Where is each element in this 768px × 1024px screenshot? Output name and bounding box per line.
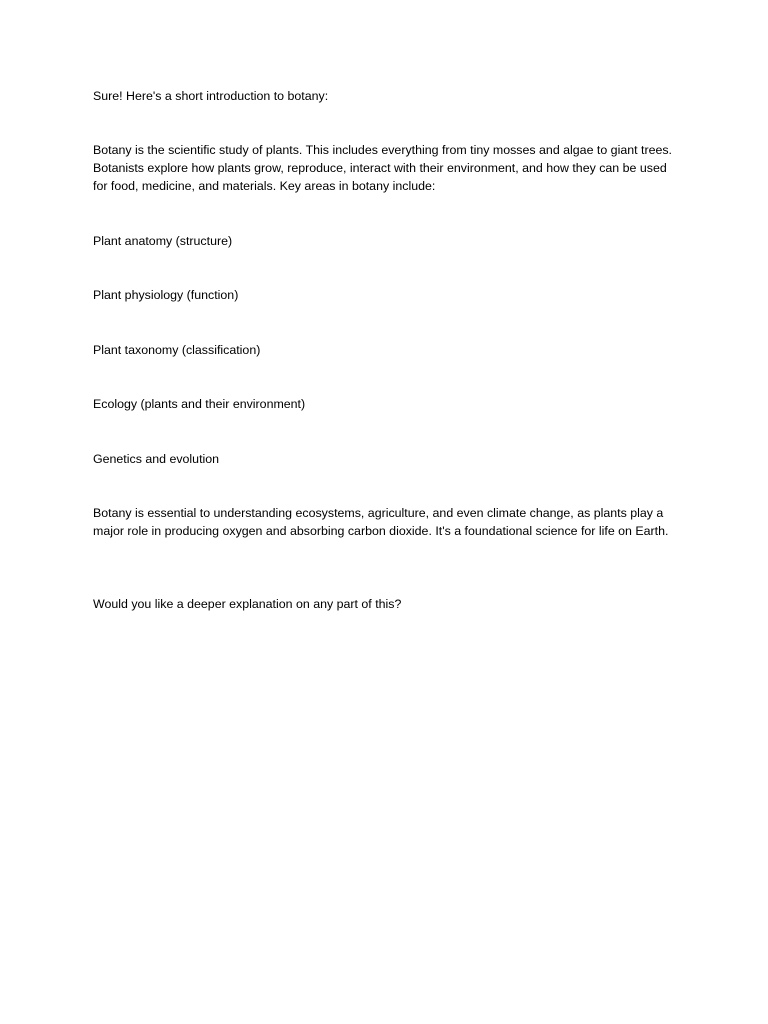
key-area-item: Ecology (plants and their environment) (93, 397, 306, 411)
key-area-item: Plant taxonomy (classification) (93, 343, 261, 357)
key-area-item: Genetics and evolution (93, 452, 220, 466)
botany-definition-paragraph: Botany is the scientific study of plants. This includes everything from tiny mosses and algae to giant trees. Botanists explore how plants grow, reproduce, interact with their environment, and how they can be used for food, medicine, and materials. Key areas in botany include: (93, 143, 672, 193)
importance-paragraph: Botany is essential to understanding ecosystems, agriculture, and even climate change, as plants play a major role in producing oxygen and absorbing carbon dioxide. It's a foundational science for life on Earth. (93, 506, 669, 538)
key-area-item: Plant anatomy (structure) (93, 234, 233, 248)
closing-question: Would you like a deeper explanation on any part of this? (93, 597, 402, 611)
key-area-item: Plant physiology (function) (93, 288, 239, 302)
intro-paragraph: Sure! Here's a short introduction to botany: (93, 89, 329, 103)
